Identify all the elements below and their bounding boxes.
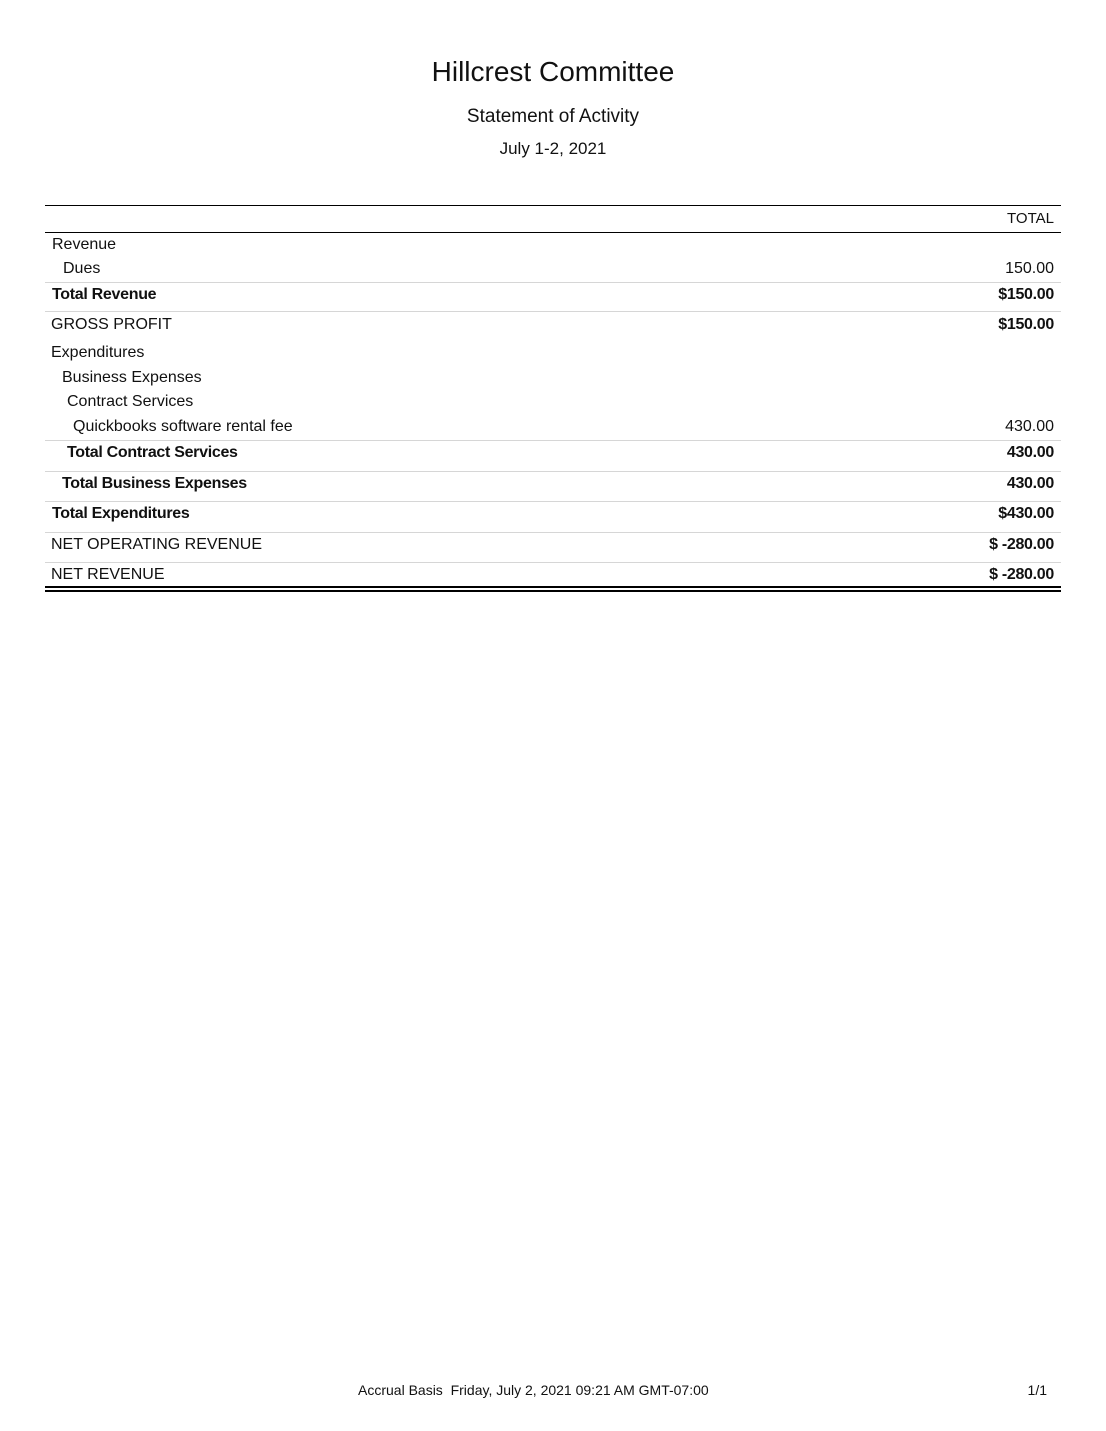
row-label: NET OPERATING REVENUE <box>51 536 262 553</box>
row-amount: 430.00 <box>1006 475 1054 492</box>
row-net-operating-revenue <box>45 532 1061 562</box>
double-underline <box>45 586 1061 592</box>
row-label: Total Revenue <box>52 286 157 303</box>
row-total-business-expenses <box>45 471 1061 501</box>
row-amount: $ -280.00 <box>989 536 1054 553</box>
row-contract-services <box>45 390 1061 415</box>
row-label: GROSS PROFIT <box>51 316 172 333</box>
row-label: Dues <box>63 260 101 277</box>
row-business-expenses <box>45 366 1061 390</box>
row-amount: 430.00 <box>1006 444 1054 461</box>
row-label: Total Business Expenses <box>62 475 247 492</box>
company-name: Hillcrest Committee <box>431 56 675 87</box>
row-amount: $ -280.00 <box>989 566 1054 583</box>
row-label: Quickbooks software rental fee <box>73 418 293 435</box>
report-table <box>45 205 1061 591</box>
column-header-total: TOTAL <box>1007 210 1054 227</box>
row-gross-profit <box>45 311 1061 341</box>
row-label: Total Expenditures <box>52 505 190 522</box>
row-quickbooks-fee <box>45 415 1061 440</box>
row-amount: 150.00 <box>1005 260 1054 277</box>
footer-basis: Accrual Basis Friday, July 2, 2021 09:21 AM GMT-07:00 <box>358 1382 709 1398</box>
row-amount: $150.00 <box>998 316 1054 333</box>
row-label: Expenditures <box>51 344 145 361</box>
row-label: Total Contract Services <box>67 444 238 461</box>
page-number: 1/1 <box>1027 1382 1047 1398</box>
row-amount: $430.00 <box>998 505 1054 522</box>
row-label: NET REVENUE <box>51 566 165 583</box>
row-total-revenue <box>45 282 1061 311</box>
column-header-row <box>45 206 1061 233</box>
row-dues <box>45 257 1061 282</box>
row-total-expenditures <box>45 501 1061 532</box>
report-period: July 1-2, 2021 <box>499 139 607 158</box>
row-label: Revenue <box>52 236 117 253</box>
row-amount: $150.00 <box>998 286 1054 303</box>
row-amount: 430.00 <box>1005 418 1054 435</box>
row-label: Contract Services <box>67 393 194 410</box>
row-total-contract-services <box>45 440 1061 471</box>
report-title: Statement of Activity <box>466 106 640 127</box>
row-revenue <box>45 233 1061 257</box>
row-label: Business Expenses <box>62 369 202 386</box>
row-expenditures <box>45 341 1061 366</box>
